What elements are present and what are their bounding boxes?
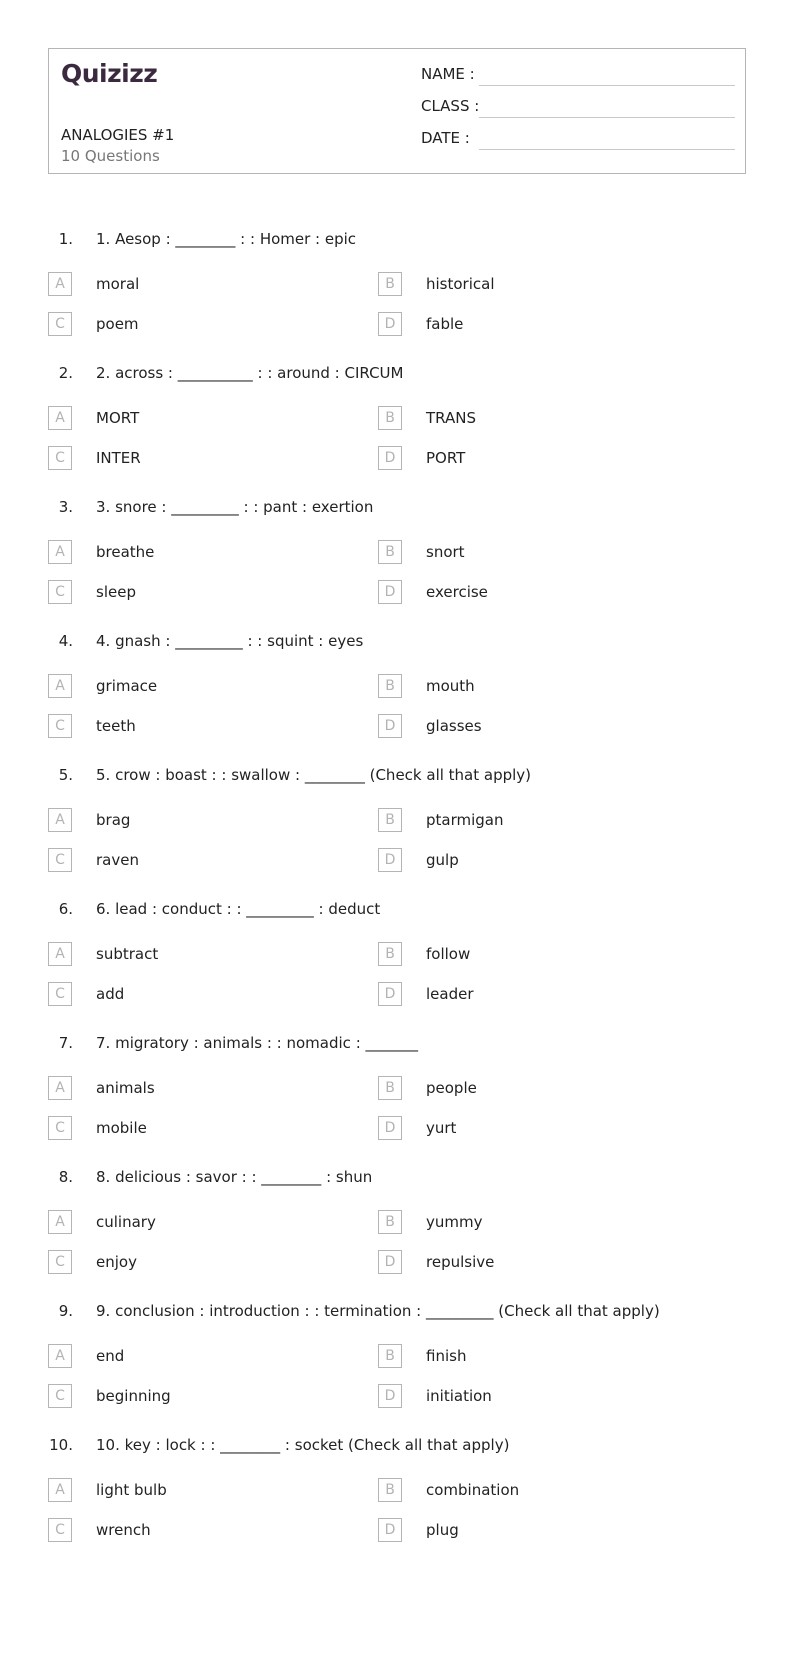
question-text: 1. Aesop : ________ : : Homer : epic [96,230,357,248]
option-letter-box[interactable]: A [48,1076,72,1100]
option-text: finish [426,1347,467,1365]
option-text: ptarmigan [426,811,504,829]
worksheet-header [48,48,746,174]
option-letter-box[interactable]: B [378,942,402,966]
option-text: animals [96,1079,155,1097]
option-letter-box[interactable]: B [378,1076,402,1100]
option-text: mouth [426,677,475,695]
question-9 [0,1300,794,1446]
question-count: 10 Questions [61,147,160,165]
option-text: culinary [96,1213,156,1231]
option-text: yurt [426,1119,457,1137]
option-letter-box[interactable]: D [378,848,402,872]
option-letter-box[interactable]: B [378,272,402,296]
option-text: yummy [426,1213,483,1231]
option-letter-box[interactable]: B [378,808,402,832]
question-1 [0,228,794,374]
option-text: snort [426,543,465,561]
option-text: add [96,985,125,1003]
question-number: 4. [58,632,73,650]
option-text: glasses [426,717,482,735]
option-letter-box[interactable]: C [48,982,72,1006]
option-letter-box[interactable]: C [48,848,72,872]
option-letter-box[interactable]: C [48,1518,72,1542]
option-text: follow [426,945,471,963]
option-text: leader [426,985,474,1003]
class-field[interactable] [479,117,735,118]
option-text: teeth [96,717,136,735]
question-number: 5. [58,766,73,784]
question-text: 6. lead : conduct : : _________ : deduct [96,900,381,918]
question-number: 6. [58,900,73,918]
name-field[interactable] [479,85,735,86]
option-letter-box[interactable]: C [48,1384,72,1408]
option-letter-box[interactable]: A [48,540,72,564]
option-letter-box[interactable]: D [378,312,402,336]
option-letter-box[interactable]: C [48,1116,72,1140]
option-text: plug [426,1521,459,1539]
option-text: wrench [96,1521,151,1539]
option-letter-box[interactable]: A [48,1478,72,1502]
option-text: poem [96,315,139,333]
option-letter-box[interactable]: D [378,1384,402,1408]
option-text: raven [96,851,139,869]
option-letter-box[interactable]: C [48,1250,72,1274]
quizizz-logo: Quizizz [61,59,158,88]
option-letter-box[interactable]: D [378,714,402,738]
option-text: INTER [96,449,141,467]
option-letter-box[interactable]: A [48,674,72,698]
option-letter-box[interactable]: C [48,446,72,470]
option-text: combination [426,1481,520,1499]
option-text: exercise [426,583,488,601]
option-letter-box[interactable]: D [378,982,402,1006]
question-number: 7. [58,1034,73,1052]
question-2 [0,362,794,508]
question-number: 10. [49,1436,73,1454]
class-label: CLASS : [421,97,480,115]
question-text: 3. snore : _________ : : pant : exertion [96,498,374,516]
question-number: 2. [58,364,73,382]
name-label: NAME : [421,65,475,83]
option-letter-box[interactable]: A [48,942,72,966]
option-letter-box[interactable]: C [48,312,72,336]
question-text: 7. migratory : animals : : nomadic : _______ [96,1034,419,1052]
question-number: 1. [58,230,73,248]
option-letter-box[interactable]: B [378,674,402,698]
question-4 [0,630,794,776]
option-letter-box[interactable]: D [378,1250,402,1274]
option-text: light bulb [96,1481,167,1499]
question-10 [0,1434,794,1580]
option-text: beginning [96,1387,171,1405]
question-number: 8. [58,1168,73,1186]
option-text: breathe [96,543,155,561]
option-letter-box[interactable]: B [378,1210,402,1234]
option-text: enjoy [96,1253,137,1271]
option-text: people [426,1079,477,1097]
question-text: 10. key : lock : : ________ : socket (Check all that apply) [96,1436,510,1454]
question-3 [0,496,794,642]
question-text: 4. gnash : _________ : : squint : eyes [96,632,364,650]
option-text: MORT [96,409,140,427]
option-letter-box[interactable]: D [378,580,402,604]
option-text: end [96,1347,125,1365]
option-letter-box[interactable]: A [48,1344,72,1368]
date-field[interactable] [479,149,735,150]
option-letter-box[interactable]: D [378,446,402,470]
option-text: grimace [96,677,158,695]
option-letter-box[interactable]: B [378,1478,402,1502]
option-letter-box[interactable]: B [378,406,402,430]
option-letter-box[interactable]: A [48,406,72,430]
question-number: 9. [58,1302,73,1320]
option-text: initiation [426,1387,492,1405]
option-letter-box[interactable]: D [378,1518,402,1542]
option-letter-box[interactable]: A [48,808,72,832]
question-5 [0,764,794,910]
question-text: 9. conclusion : introduction : : termination : _________ (Check all that apply) [96,1302,660,1320]
option-text: TRANS [426,409,476,427]
question-text: 2. across : __________ : : around : CIRCUM [96,364,404,382]
question-7 [0,1032,794,1178]
option-text: PORT [426,449,466,467]
option-letter-box[interactable]: B [378,1344,402,1368]
option-text: gulp [426,851,459,869]
option-letter-box[interactable]: B [378,540,402,564]
option-text: mobile [96,1119,147,1137]
option-letter-box[interactable]: A [48,1210,72,1234]
option-text: brag [96,811,131,829]
option-text: sleep [96,583,136,601]
question-text: 8. delicious : savor : : ________ : shun [96,1168,373,1186]
date-label: DATE : [421,129,470,147]
option-text: moral [96,275,140,293]
option-text: subtract [96,945,159,963]
question-text: 5. crow : boast : : swallow : ________ (Check all that apply) [96,766,532,784]
worksheet-title: ANALOGIES #1 [61,126,175,144]
question-8 [0,1166,794,1312]
option-text: historical [426,275,495,293]
option-letter-box[interactable]: A [48,272,72,296]
option-text: repulsive [426,1253,495,1271]
option-letter-box[interactable]: C [48,714,72,738]
option-letter-box[interactable]: D [378,1116,402,1140]
question-number: 3. [58,498,73,516]
question-6 [0,898,794,1044]
option-letter-box[interactable]: C [48,580,72,604]
option-text: fable [426,315,464,333]
